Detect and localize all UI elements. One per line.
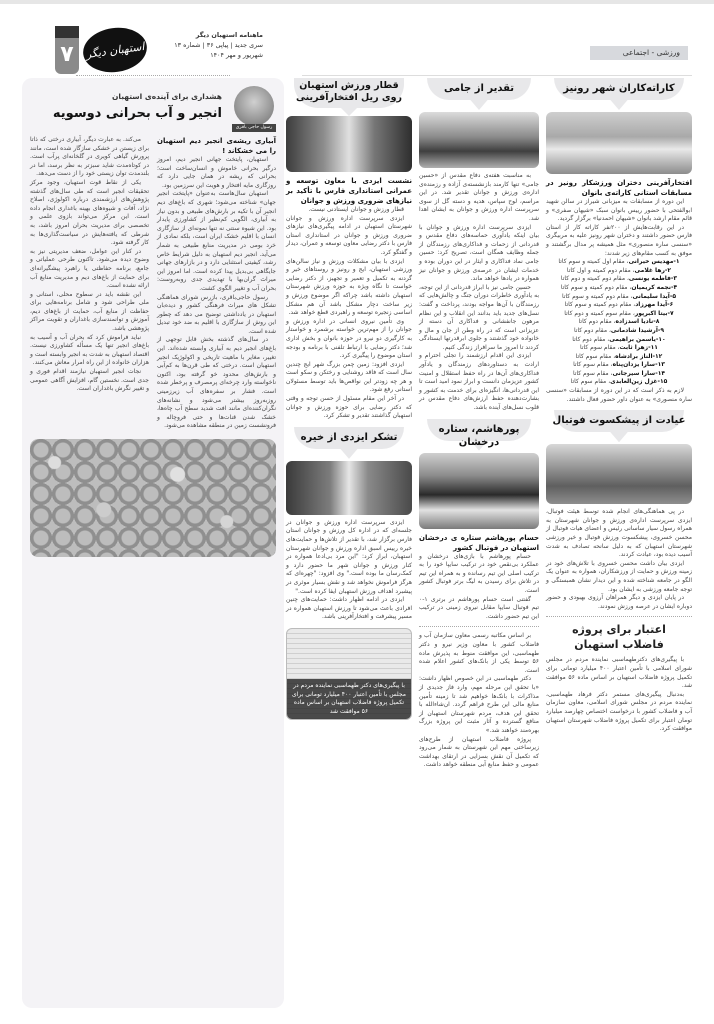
result-item: ۱۱-زهرا ثابت، مقام سوم کاتا — [580, 344, 658, 352]
athlete-name: ۲-رها غلامی — [634, 266, 672, 274]
athlete-rank: مقام دوم کمیته و سوم کاتا — [564, 301, 632, 309]
article-body — [546, 508, 692, 611]
page-number: ۷ — [60, 42, 74, 67]
athlete-rank: مقام دوم کاتا — [578, 318, 612, 326]
publication-info — [153, 30, 263, 60]
paragraph: بر اساس مکاتبه رسمی معاون سازمان آب و فاضلاب کشور با معاون وزیر نیرو و دکتر طهماسبی، این موافقت منوط به پذیرش ماده ۵۶ توسط یکی از بانک‌های کشور اعلام شده است. — [419, 632, 539, 674]
article-sewage — [546, 622, 692, 733]
column-right — [546, 78, 692, 734]
result-item: ۱۴-سارا سیرجانی، مقام سوم کاتا — [572, 369, 666, 377]
athlete-name: ۱۰-یاسمن براهیمی — [609, 335, 666, 343]
athlete-name: ۵-آیدا سلیمانی — [632, 292, 677, 300]
sewage-continued — [419, 632, 539, 770]
divider — [76, 75, 230, 76]
top-border — [0, 0, 714, 4]
divider — [546, 616, 692, 617]
result-item: ۲-رها غلامی، مقام دوم کمیته و اول کاتا — [566, 266, 672, 274]
column-left — [22, 78, 284, 1008]
article-header — [419, 419, 539, 453]
article-pourhashem — [419, 419, 539, 622]
athlete-name: ۷-بیتا اکبرپور — [634, 309, 674, 317]
athlete-rank: مقام دوم کمیته و سوم کاتا — [560, 283, 628, 291]
athlete-name: ۱۳-سارا یزدان‌پناه — [612, 361, 665, 369]
result-item: ۴-نجمه کریمیان، مقام دوم کمیته و سوم کاتا — [560, 283, 678, 291]
paragraph: ایزدی سرپرست اداره ورزش و جوانان در جلسه‌ای که در اداره کل ورزش و جوانان استان فارس برگزار شد، با تقدیر از تلاش‌ها و حمایت‌های خیره رییس اسبق اداره ورزش و جوانان شهرستان استهبان، ابراز کرد: "این مرد بی‌ادعا همواره در کنار ورزش و جوانان شهر ما حضور دارد و کمک‌رسان ما بوده است." وی افزود: "چهره‌ای که هرگز فراموش نخواهد شد و نقش بسیار موثری در پیشبرد اهداف ورزش استهبان ایفا کرده است." — [286, 518, 412, 595]
athlete-name: ۱۴-سارا سیرجانی — [612, 369, 666, 377]
title-line: فاضلاب استهبان — [574, 638, 664, 652]
athlete-name: ۸-نادیا اسدزاده — [615, 318, 660, 326]
paragraph: رسول حاجی‌باقری، بازرس شورای هماهنگی تشکل های میراث فرهنگی کشور و دیده‌بان استهبان در یادداشتی توضیح می دهد که چطور این روش از سازگاری با اقلیم به ضد خود تبدیل شده است. — [157, 293, 276, 335]
karate-team-photo — [546, 112, 692, 174]
article-lead: افتخارآفرینی دختران ورزشکار رونیز در مسابقات استانی کاراته‌ی بانوان — [546, 179, 692, 197]
dried-figs-photo — [30, 439, 276, 557]
athlete-rank: مقام سوم کاتا — [570, 378, 607, 386]
athlete-rank: مقام سوم کاتا — [575, 352, 612, 360]
title-line: اعتبار برای پروژه — [572, 623, 666, 637]
title-line: روی ریل افتخارآفرینی — [296, 92, 402, 103]
result-item: ۱۰-یاسمن براهیمی، مقام دوم کاتا — [572, 335, 666, 343]
article-body — [286, 519, 412, 622]
paragraph: ایزدی بیان داشت محسن خسروی با تلاش‌های خود در زمینه ورزش و حمایت از ورزشکاران، همواره به عنوان یک الگو در جامعه شناخته شده و این دیدار نشان همبستگی و توجه جامعه ورزشی به ایشان بود. — [546, 559, 692, 593]
paragraph: می‌کند. به عبارت دیگر، آبیاری درختی که ذاتا برای زیستن در خشکی سازگار شده است، مانند پرورش گیاهی کویری در گلخانه‌ای پرآب است. در کوتاه‌مدت شاید سبزتر به نظر برسد، اما در بلندمدت توان زیستی خود را از دست می‌دهد. — [30, 136, 149, 178]
article-lead: حسام پورهاشم ستاره ی درخشان استهبان در فوتبال کشور — [419, 533, 539, 552]
paragraph: در آخر این مقام مسئول از حسن توجه و وقتی که دکتر رضایی برای حوزه ورزش و جوانان استهبان گذاشتند تقدیر و تشکر کرد. — [286, 395, 412, 420]
paragraph: ایزدی سرپرست اداره ورزش و جوانان شهرستان استهبان در ادامه پیگیری‌های نیازهای ضروری ورزش و جوانان در استانداری استان فارس با دکتر رضایی معاون توسعه و عمران، دیدار و گفتگو کرد. — [286, 214, 412, 256]
opinion-lead: آبیاری ریشه‌ی انجیر دیم استهبان را می خشکاند ! — [157, 137, 276, 155]
result-item: ۱۳-سارا یزدان‌پناه، مقام سوم کاتا — [573, 361, 665, 369]
opinion-column-left — [30, 136, 149, 431]
article-train — [286, 78, 412, 421]
paragraph: نباید فراموش کرد که بحران آب و آسیب به باغ‌های انجیر تنها یک مسأله کشاورزی نیست. اقتصاد استهبان به شدت به انجیر وابسته است و هزاران خانواده از این راه امرار معاش می‌کنند. — [30, 333, 149, 367]
result-item: ۵-آیدا سلیمانی، مقام دوم کمیته و سوم کاتا — [561, 292, 677, 300]
result-item: ۸-نادیا اسدزاده، مقام دوم کاتا — [578, 318, 660, 326]
athlete-name: ۱-مهدیس خیرانی — [628, 258, 680, 266]
athlete-name: ۱۱-زهرا ثابت — [619, 344, 658, 352]
article-lead: نشست ایزدی با معاون توسعه و عمرانی استانداری فارس با تأکید بر نیازهای ضروری ورزش و جوانان — [286, 177, 412, 205]
article-body — [546, 198, 692, 258]
paragraph: ایزدی با بیان مشکلات ورزش و نیاز سالن‌های ورزشی استهبان، ایج و رونیز و روستاهای خیر و گردنه به تکمیل و تعمیر و تجهیز، از دکتر رضایی خواست تا نگاه ویژه به حوزه ورزش شهرستان استهبان داشته باشد چراکه اگر موضوع ورزش و زیر ساخت دچار مشکل باشد آن هم مشکل اساسی زنجیره توسعه و راهبردی قطع خواهد شد. — [286, 257, 412, 317]
article-header — [546, 78, 692, 112]
paragraph: به مناسبت هفته‌ی دفاع مقدس از «حسین جامی» تنها کارمند بازنشسته‌ی آزاده و رزمنده‌ی اداره‌ی ورزش و جوانان تقدیر شد. در این مراسم، لوح سپاس، هدیه و دسته گل از سوی سرپرست اداره ورزش و جوانان به ایشان اهدا شد. — [419, 172, 539, 222]
paragraph: با پیگیری‌های دکترطهماسبی نماینده مردم در مجلس شورای اسلامی با تأمین اعتبار ۴۰۰ میلیارد تومانی برای تکمیل پروژه فاضلاب استهبان بر اساس ماده ۵۶ موافقت شد. — [546, 656, 692, 690]
article-jami — [419, 78, 539, 413]
author-avatar — [234, 86, 274, 126]
paragraph: استهبان سال‌هاست به‌عنوان «پایتخت انجیر جهان» شناخته می‌شود؛ شهری که باغ‌های دیم انجیر آن با تکیه بر بارش‌های طبیعی و بدون نیاز به آبیاری، الگویی کم‌نظیر از کشاورزی پایدار بود. این شیوه سنتی نه تنها نمونه‌ای از سازگاری انسان با اقلیم خشک ایران است، بلکه نمادی از خرد بومی در مدیریت منابع طبیعی به شمار می‌آید. انجیر دیم استهبان به دلیل شرایط خاص رشد، کیفیتی استثنایی دارد و در بازارهای جهانی جایگاهی بی‌بدیل پیدا کرده است. اما امروز این میراث گران‌بها با تهدیدی جدی روبه‌روست: بحران آب و تغییر الگوی کشت. — [157, 190, 276, 292]
paragraph: دکتر طهماسبی در این خصوص اظهار داشت: «با تحقق این مرحله مهم، وارد فاز جدیدی از مذاکرات با بانک‌ها خواهیم شد تا زمینه تأمین منابع مالی این طرح فراهم گردد. ان‌شاءالله با تحقق این هدف، مردم شهرستان استهبان از منافع گسترده و آثار مثبت این پروژه بزرگ بهره‌مند خواهند شد.» — [419, 675, 539, 734]
meeting-photo — [286, 116, 412, 172]
page-number-badge — [55, 26, 79, 74]
article-header — [546, 410, 692, 444]
paragraph: حسین جامی نیز با ابراز قدردانی از این توجه، به یادآوری خاطرات دوران جنگ و چالش‌هایی که رزمندگان با آن‌ها مواجه بودند، پرداخت و گفت: نسل‌های جدید باید بدانند این انقلاب و این نظام مرهون جانفشانی و فداکاری آن دسته از عزیزانی است که در راه وطن از جان و مال و خانواده خود گذشتند و جلوی ابرقدرتها ایستادگی کردند تا امروز ما سرافراز زندگی کنیم. — [419, 283, 539, 351]
official-letter-photo — [286, 628, 412, 720]
newspaper-logo: استهبان دیگر — [80, 24, 150, 76]
article-karate — [546, 78, 692, 404]
column-center-right — [419, 78, 539, 770]
athlete-rank: مقام سوم کاتا — [580, 344, 616, 352]
paragraph: یکی از نقاط قوت استهبان، وجود مرکز تحقیقات انجیر است که طی سال‌های گذشته پژوهش‌های ارزشمندی درباره اکولوژی، اصلاح نژاد، آفات و شیوه‌های بهینه باغداری انجام داده است. این مرکز می‌تواند بازوی علمی و تخصصی برای مدیریت بحران امروز باشد، به شرطی که یافته‌هایش در سیاست‌گذاری‌ها به کار گرفته شود. — [30, 178, 149, 247]
article-title: تقدیر از جامی — [443, 83, 515, 94]
result-item: ۱۲-الناز برادشاه، مقام سوم کاتا — [575, 352, 663, 360]
paragraph: ایزدی این اقدام ارزشمند را تجلی احترام و ارادت به دستاوردهای رزمندگان و یادآور فداکاری‌های آن‌ها در راه حفظ استقلال و امنیت کشور عزیزمان دانست و ابراز نمود امید است تا این قدردانی‌ها، انگیزه‌ای برای خدمت به کشور و بشارت‌دهنده حفظ ارزش‌های دفاع مقدس در قلوب نسل‌های آینده باشد. — [419, 352, 539, 412]
paragraph: پروژه فاضلاب استهبان از طرح‌های زیرساختی مهم این شهرستان به شمار می‌رود که تکمیل آن نقش بسزایی در ارتقای بهداشت عمومی و حفظ منابع آبی منطقه خواهد داشت. — [419, 735, 539, 769]
publication-name: ماهنامه استهبان دیگر — [195, 31, 263, 39]
paragraph: نجات انجیر استهبان نیازمند اقدام فوری و جدی است. نخستین گام، افزایش آگاهی عمومی و تغییر نگرش باغداران است. — [30, 368, 149, 393]
paragraph: در پایان ایزدی و دیگر همراهان آرزوی بهبودی و حضور دوباره ایشان در عرصه ورزش نمودند. — [546, 594, 692, 610]
athlete-name: ۶-آیدا مهرزاد — [635, 301, 674, 309]
paragraph: در سال‌های گذشته بخش قابل توجهی از باغ‌های انجیر دیم به آبیاری وابسته شده‌اند. این تغییر، مغایر با ماهیت تاریخی و اکولوژیک انجیر استهبان است. درختی که طی قرن‌ها به کم‌آبی و بارش‌های محدود خو گرفته بود، اکنون ناخواسته وارد چرخه‌ای پرمصرف و پرخطر شده است. فشار بر سفره‌های آب زیرزمینی روزبه‌روز بیشتر می‌شود و نشانه‌های نگران‌کننده‌ای مانند افت شدید سطح آب چاه‌ها، خشک شدن قنات‌ها و حتی فروچاله و فرونشست زمین در منطقه مشاهده می‌شود. — [157, 336, 276, 430]
football-group-photo — [546, 444, 692, 504]
masthead — [55, 26, 263, 74]
athlete-rank: مقام سوم کمیته و دوم کاتا — [564, 309, 631, 317]
athlete-name: ۴-نجمه کریمیان — [631, 283, 678, 291]
article-title: تشکر ایزدی از خیره — [300, 431, 398, 443]
athlete-rank: مقام دوم کمیته و اول کاتا — [566, 266, 631, 274]
results-list — [546, 258, 692, 387]
athlete-name: ۳-فاطمه یونسی — [628, 275, 678, 283]
paragraph: قطار ورزش و جوانان ایستادنی نیست. — [308, 206, 404, 213]
article-body — [546, 656, 692, 733]
opinion-title: انجیر و آب بحرانی دوسویه — [52, 106, 222, 121]
paragraph: در کنار این عوامل، ضعف مدیریتی نیز به وضوح دیده می‌شود. تاکنون طرحی عملیاتی و جامع، برنامه حفاظتی یا راهبرد پیشگیرانه‌ای برای حمایت از باغ‌های دیم و مدیریت منابع آب ارائه نشده است. — [30, 247, 149, 290]
opinion-columns — [30, 136, 276, 431]
opinion-column-right — [157, 136, 276, 431]
article-title — [286, 80, 412, 104]
athlete-rank: مقام دوم کمیته و دوم کاتا — [560, 275, 626, 283]
opinion-header — [30, 84, 276, 136]
athlete-name: ۹-آرشیدا شادمانی — [610, 326, 665, 334]
opinion-kicker: هشداری برای آینده‌ی استهبان — [111, 92, 222, 101]
result-item: ۷-بیتا اکبرپور، مقام سوم کمیته و دوم کاتا — [564, 309, 674, 317]
issue-date: شهریور و مهر ۱۴۰۴ — [210, 51, 263, 59]
athlete-rank: مقام دوم کمیته و سوم کاتا — [561, 292, 629, 300]
athlete-rank: مقام دوم کاتا — [572, 335, 606, 343]
article-body — [286, 206, 412, 421]
divider — [302, 75, 692, 76]
athlete-rank: مقام سوم کاتا — [572, 369, 609, 377]
opinion-article — [22, 78, 284, 1008]
athlete-rank: مقام سوم کاتا — [573, 361, 609, 369]
paragraph: وی تأمین نیروی انسانی در اداره ورزش و جوانان را از مهم‌ترین خواسته برشمرد و خواستار به کارگیری دو نیرو در حوزه بانوان و بخش اداری شد؛ دکتر رضایی با ارتباط تلفنی با برنامه و بودجه استان موضوع را پیگیری کرد. — [286, 317, 412, 360]
photo-caption: با پیگیری‌های دکتر طهماسبی نماینده مردم در مجلس با تأمین اعتبار ۴۰۰ میلیارد تومانی برای تکمیل پروژه فاضلاب استهبان بر اساس ماده ۵۶ موافقت شد — [287, 679, 411, 719]
athlete-rank: مقام اول کمیته و سوم کاتا — [558, 258, 625, 266]
paragraph: در این رقابت‌هایش از ۲۰۰نفر کاراته کار از استان فارس حضور داشتند و دختران شهر رونیز علیه به مربیگری «سنسی ساره منصوری» مثل همیشه پر مدال برگشتند و موفق به کسب مقام‌های زیر شدند: — [546, 223, 692, 257]
paragraph: گفتنی است حسام پورهاشم در برتری ۱-۰ تیم فوتبال سایپا مقابل نیروی زمینی در ترکیب این تیم حضور داشت. — [419, 595, 539, 620]
issue-number: سری جدید | پیاپی ۳۶ | شماره ۱۳ — [174, 41, 263, 49]
paragraph: ایزدی سرپرست اداره ورزش و جوانان با بیان اینکه یادآوری حماسه‌های دفاع مقدس و قدردانی از زحمات و فداکاری‌های رزمندگان از جمله وظایف همگان است، تصریح کرد: حسین جامی نماد فداکاری و ایثار در این دوران بوده و خدمات ایشان در عرصه‌ی ورزش و جوانان نیز همواره در یادها خواهد ماند. — [419, 223, 539, 283]
paragraph: ایزدی افزود: زمین چمن بزرگ شهر ایج چندین سال است که فاقد روشنایی و رختکن و سکو است و هر چه زودتر این نواقص‌ها باید توسط مسئولان استانی رفع شود. — [286, 360, 412, 394]
paragraph: حسام پورهاشم با بازی‌های درخشان و عملکرد بی‌نقص خود در ترکیب سایپا خود را به ترکیب اصلی این تیم رسانده و به همراه این تیم در تلاش برای رسیدن به لیگ برتر فوتبال کشور است. — [419, 552, 539, 594]
kheireh-photo — [286, 461, 412, 515]
article-body — [419, 172, 539, 413]
paragraph: در پی هماهنگی‌های انجام شده توسط هیئت فوتبال، ایزدی سرپرست اداره‌ی ورزش و جوانان شهرستان به همراه رسول سیار ساسانی رئیس و اعضای هیات فوتبال از محسن خسروی، پیشکسوت ورزش فوتبال و خیر ورزشی شهرستان استهبان که به دلیل سانحه تصادف به شدت آسیب دیده بود، عیادت کردند. — [546, 508, 692, 559]
result-item: ۶-آیدا مهرزاد، مقام دوم کمیته و سوم کاتا — [564, 301, 674, 309]
athlete-name: ۱۲-الناز برادشاه — [615, 352, 663, 360]
player-photo — [419, 453, 539, 529]
section-label: ورزشی - اجتماعی — [590, 46, 688, 60]
paragraph: استهبان، پایتخت جهانی انجیر دیم، امروز درگیر بحرانی خاموش و انسان‌ساخت است؛ بحرانی که ریشه در همان جایی دارد که روزگاری مایه افتخار و هویت این سرزمین بود. — [157, 156, 276, 189]
author-name: رسول حاجی باقری — [232, 124, 276, 132]
article-title: پورهاشم، ستاره درخشان — [438, 423, 520, 448]
paragraph: این دوره از مسابقات به میزبانی شیراز در سالن شهید ابوالفتحی با حضور رییس بانوان سبک «شیهان صفری» و قائم مقام ارشد بانوان «شیهان احمدنیا» برگزار گردید. — [546, 198, 692, 223]
divider — [419, 626, 539, 627]
result-item: ۱۵-غزل زین‌العابدی، مقام سوم کاتا — [570, 378, 668, 386]
result-item: ۹-آرشیدا شادمانی، مقام دوم کاتا — [573, 326, 665, 334]
paragraph: ایزدی در ادامه اظهار داشت: حمایت‌های چنین افرادی باعث می‌شود تا ورزش استهبان همواره در مسیر پیشرفت و افتخارآفرینی باشد. — [286, 596, 412, 621]
athlete-name: ۱۵-غزل زین‌العابدی — [610, 378, 668, 386]
article-header — [286, 78, 412, 116]
column-center-left — [286, 78, 412, 720]
article-header — [286, 427, 412, 461]
result-item: ۳-فاطمه یونسی، مقام دوم کمیته و دوم کاتا — [560, 275, 678, 283]
article-title: کاراته‌کاران شهر رونیز — [563, 83, 675, 94]
paragraph: این نقشه باید در سطوح محلی، استانی و ملی طراحی شود و شامل برنامه‌هایی برای حفاظت از منابع آب، حمایت از باغ‌های دیم، آموزش و توانمندسازی باغداران و تقویت مراکز پژوهشی باشد. — [30, 290, 149, 333]
title-line: قطار ورزش استهبان — [299, 80, 399, 91]
athlete-rank: مقام دوم کاتا — [573, 326, 608, 334]
jami-ceremony-photo — [419, 112, 539, 168]
article-title: عیادت از پیشکسوت فوتبال — [552, 415, 686, 427]
article-kheireh — [286, 427, 412, 622]
paragraph: به‌دنبال پیگیری‌های مستمر دکتر فرهاد طهماسبی، نماینده مردم در مجلس شورای اسلامی، معاون سازمان آب و فاضلاب کشور با درخواست اختصاص چهارصد میلیارد تومان اعتبار برای تکمیل پروژه فاضلاب شهرستان استهبان موافقت کرد. — [546, 690, 692, 733]
paragraph: لازم به ذکر است که در این دوره از مسابقات «سنسی ساره منصوری» به عنوان داور حضور فعال داشتند. — [546, 387, 692, 403]
article-header — [419, 78, 539, 112]
article-body — [419, 553, 539, 622]
article-closing — [546, 387, 692, 404]
result-item: ۱-مهدیس خیرانی، مقام اول کمیته و سوم کاتا — [558, 258, 680, 266]
article-football — [546, 410, 692, 611]
article-title — [546, 622, 692, 652]
